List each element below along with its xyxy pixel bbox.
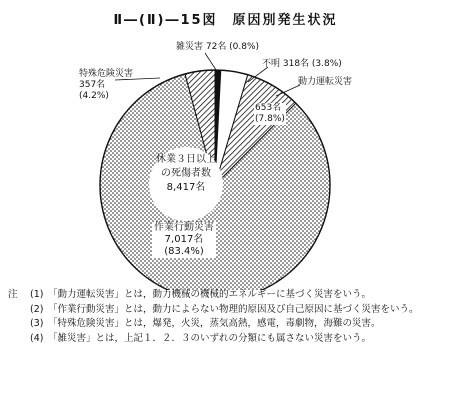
- footnote-4: [8, 332, 444, 347]
- footnote-text: 「作業行動災害」とは，動力によらない物理的原因及び自己原因に基づく災害をいう。: [48, 303, 419, 315]
- center-label-line2: の死傷者数: [161, 168, 211, 179]
- label-special: [79, 69, 133, 102]
- footnote-number: (2): [30, 303, 44, 315]
- footnote-1: [8, 288, 444, 303]
- footnote-text: 「雑災害」とは，上記１．２．３のいずれの分類にも属さない災害をいう。: [48, 332, 372, 344]
- footnote-number: (1): [30, 289, 44, 300]
- center-label-total: 8,417名: [166, 182, 206, 193]
- label-special-pct: (4.2%): [79, 91, 109, 101]
- note-mark: [8, 303, 30, 318]
- note-mark: [8, 317, 30, 332]
- chart-title: Ⅱ―(Ⅱ)―15図 原因別発生状況: [113, 13, 338, 28]
- label-special-name: 特殊危険災害: [79, 69, 134, 79]
- label-power-count: 653名: [255, 103, 282, 113]
- label-misc: 雑災害 72名 (0.8%): [176, 42, 260, 52]
- footnote-number: (4): [30, 332, 44, 344]
- footnote-text: 「動力運転災害」とは，動力機械の機械的エネルギーに基づく災害をいう。: [48, 289, 372, 300]
- center-label-line1: 休業３日以上: [156, 154, 216, 165]
- label-power: 動力運転災害: [298, 77, 353, 87]
- label-power-pct: (7.8%): [255, 114, 285, 124]
- footnote-2: [8, 303, 444, 318]
- footnote-3: [8, 317, 444, 332]
- note-mark: 注: [8, 289, 18, 300]
- label-work-name: 作業行動災害: [154, 222, 214, 233]
- label-work: [152, 222, 216, 258]
- note-mark: [8, 332, 30, 347]
- footnote-number: (3): [30, 318, 44, 329]
- label-unknown: 不明 318名 (3.8%): [262, 59, 342, 69]
- center-label: [149, 147, 223, 221]
- label-power-inner: [254, 103, 286, 125]
- label-work-pct: (83.4%): [164, 246, 204, 257]
- footnote-text: 「特殊危険災害」とは，爆発，火災，蒸気高熱，感電，毒劇物，海難の災害。: [48, 318, 381, 329]
- footnotes: [8, 288, 444, 346]
- label-work-count: 7,017名: [164, 234, 204, 245]
- label-special-count: 357名: [79, 80, 106, 90]
